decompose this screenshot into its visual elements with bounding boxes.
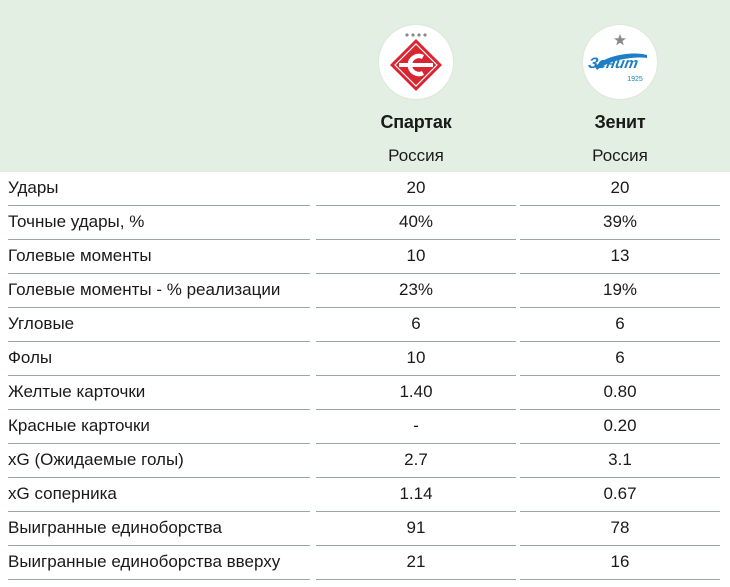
- zenit-value: 19%: [520, 274, 720, 308]
- table-row: [0, 546, 730, 580]
- zenit-value: 0.80: [520, 376, 720, 410]
- spartak-logo-icon: [379, 25, 453, 99]
- zenit-value: 20: [520, 172, 720, 206]
- teams-header: [0, 0, 730, 172]
- stat-label: Голевые моменты: [8, 240, 310, 274]
- table-row: [0, 410, 730, 444]
- spartak-value: 6: [316, 308, 516, 342]
- stat-label: Голевые моменты - % реализации: [8, 274, 310, 308]
- team-name-spartak: Спартак: [380, 112, 452, 132]
- stat-label: xG соперника: [8, 478, 310, 512]
- table-row: [0, 342, 730, 376]
- zenit-value: 0.67: [520, 478, 720, 512]
- table-row: [0, 308, 730, 342]
- zenit-value: 0.20: [520, 410, 720, 444]
- zenit-value: 39%: [520, 206, 720, 240]
- spartak-value: 10: [316, 342, 516, 376]
- team-name-zenit: Зенит: [594, 112, 646, 132]
- stat-label: Точные удары, %: [8, 206, 310, 240]
- zenit-value: 13: [520, 240, 720, 274]
- team-country-zenit: Россия: [592, 146, 648, 165]
- stat-label: Выигранные единоборства вверху: [8, 546, 310, 580]
- team-column-zenit: [520, 0, 720, 172]
- spartak-value: 23%: [316, 274, 516, 308]
- spartak-value: 21: [316, 546, 516, 580]
- table-row: [0, 478, 730, 512]
- spartak-value: 91: [316, 512, 516, 546]
- table-row: [0, 274, 730, 308]
- spartak-value: 10: [316, 240, 516, 274]
- spartak-value: 2.7: [316, 444, 516, 478]
- zenit-logo-year: 1925: [627, 76, 643, 83]
- zenit-value: 3.1: [520, 444, 720, 478]
- zenit-value: 6: [520, 342, 720, 376]
- zenit-value: 16: [520, 546, 720, 580]
- zenit-logo-icon: [583, 25, 657, 99]
- stats-table: [0, 172, 730, 580]
- table-row: [0, 206, 730, 240]
- zenit-logo-text: Зенит: [586, 55, 640, 72]
- zenit-value: 6: [520, 308, 720, 342]
- table-row: [0, 376, 730, 410]
- spartak-value: 1.14: [316, 478, 516, 512]
- spartak-value: 40%: [316, 206, 516, 240]
- table-row: [0, 240, 730, 274]
- stat-label: xG (Ожидаемые голы): [8, 444, 310, 478]
- spartak-value: -: [316, 410, 516, 444]
- team-column-spartak: [316, 0, 516, 172]
- zenit-value: 78: [520, 512, 720, 546]
- table-row: [0, 172, 730, 206]
- table-row: [0, 512, 730, 546]
- stat-label: Выигранные единоборства: [8, 512, 310, 546]
- stat-label: Желтые карточки: [8, 376, 310, 410]
- stat-label: Красные карточки: [8, 410, 310, 444]
- table-row: [0, 444, 730, 478]
- stat-label: Угловые: [8, 308, 310, 342]
- spartak-value: 20: [316, 172, 516, 206]
- team-country-spartak: Россия: [388, 146, 444, 165]
- spartak-value: 1.40: [316, 376, 516, 410]
- stat-label: Фолы: [8, 342, 310, 376]
- stat-label: Удары: [8, 172, 310, 206]
